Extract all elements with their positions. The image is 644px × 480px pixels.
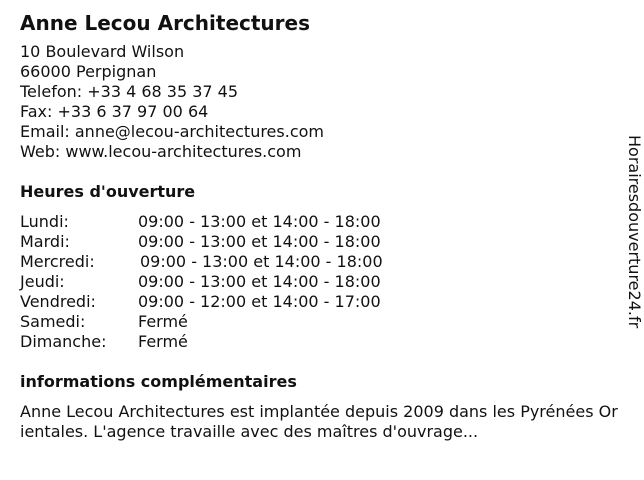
fax-number: Fax: +33 6 37 97 00 64	[20, 102, 209, 121]
address-street: 10 Boulevard Wilson	[20, 42, 185, 61]
day-label: Jeudi:	[20, 272, 65, 291]
day-label: Mercredi:	[20, 252, 95, 271]
info-heading: informations complémentaires	[20, 372, 297, 391]
time-value: Fermé	[138, 312, 188, 331]
time-value: Fermé	[138, 332, 188, 351]
business-card	[20, 10, 620, 442]
business-name: Anne Lecou Architectures	[20, 11, 310, 35]
hours-row-wednesday	[20, 252, 620, 272]
opening-hours-table	[20, 212, 620, 352]
email-address: Email: anne@lecou-architectures.com	[20, 122, 324, 141]
address-city: 66000 Perpignan	[20, 62, 157, 81]
hours-row-friday	[20, 292, 620, 312]
site-watermark: Horairesdouverture24.fr	[625, 135, 644, 329]
time-value: 09:00 - 13:00 et 14:00 - 18:00	[138, 272, 381, 291]
day-label: Vendredi:	[20, 292, 96, 311]
day-label: Samedi:	[20, 312, 86, 331]
time-value: 09:00 - 13:00 et 14:00 - 18:00	[138, 232, 381, 251]
hours-row-tuesday	[20, 232, 620, 252]
hours-row-saturday	[20, 312, 620, 332]
hours-heading: Heures d'ouverture	[20, 182, 196, 201]
website-address: Web: www.lecou-architectures.com	[20, 142, 302, 161]
phone-number: Telefon: +33 4 68 35 37 45	[20, 82, 239, 101]
hours-row-thursday	[20, 272, 620, 292]
time-value: 09:00 - 13:00 et 14:00 - 18:00	[138, 212, 381, 231]
hours-row-monday	[20, 212, 620, 232]
info-description: Anne Lecou Architectures est implantée depuis 2009 dans les Pyrénées Orientales. L'agence travaille avec des maîtres d'ouvrage...	[20, 402, 618, 441]
hours-row-sunday	[20, 332, 620, 352]
contact-block	[20, 42, 620, 162]
day-label: Lundi:	[20, 212, 69, 231]
day-label: Mardi:	[20, 232, 70, 251]
time-value: 09:00 - 13:00 et 14:00 - 18:00	[140, 252, 383, 271]
day-label: Dimanche:	[20, 332, 107, 351]
time-value: 09:00 - 12:00 et 14:00 - 17:00	[138, 292, 381, 311]
